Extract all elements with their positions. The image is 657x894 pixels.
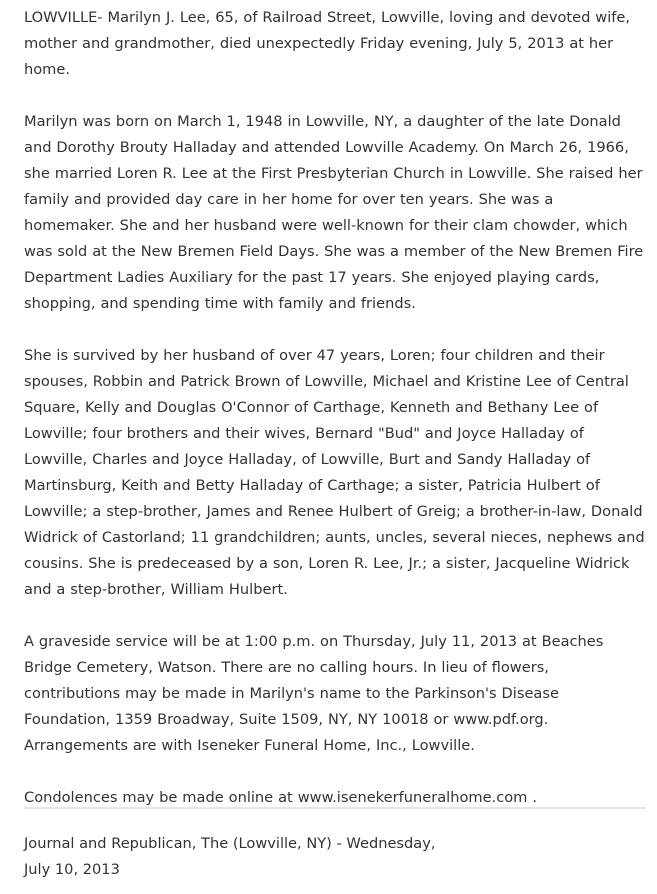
obituary-biography-paragraph: Marilyn was born on March 1, 1948 in Lowville, NY, a daughter of the late Donald and Dorothy Brouty Halladay and attended Lowville Academy. On March 26, 1966, she married Loren R. Lee at the First Presbyterian Church in Lowville. She raised her family and provided day care in her home for over ten years. She was a homemaker. She and her husband were well-known for their clam chowder, which was sold at the New Bremen Field Days. She was a member of the New Bremen Fire Department Ladies Auxiliary for the past 17 years. She enjoyed playing cards, shopping, and spending time with family and friends. <box>24 113 644 312</box>
source-publication: Journal and Republican, The (Lowville, NY) - Wednesday, <box>24 835 436 852</box>
obituary-condolences-paragraph: Condolences may be made online at www.isenekerfuneralhome.com . <box>24 789 537 806</box>
obituary-intro-paragraph: LOWVILLE- Marilyn J. Lee, 65, of Railroad Street, Lowville, loving and devoted wife, mother and grandmother, died unexpectedly Friday evening, July 5, 2013 at her home. <box>24 9 631 78</box>
source-date: July 10, 2013 <box>24 861 120 878</box>
section-divider <box>24 807 646 809</box>
source-citation <box>24 831 648 883</box>
obituary-survivors-paragraph: She is survived by her husband of over 47 years, Loren; four children and their spouses, Robbin and Patrick Brown of Lowville, Michael and Kristine Lee of Central Square, Kelly and Douglas O'Connor of Carthage, Kenneth and Bethany Lee of Lowville; four brothers and their wives, Bernard "Bud" and Joyce Halladay of Lowville, Charles and Joyce Halladay, of Lowville, Burt and Sandy Halladay of Martinsburg, Keith and Betty Halladay of Carthage; a sister, Patricia Hulbert of Lowville; a step-brother, James and Renee Hulbert of Greig; a brother-in-law, Donald Widrick of Castorland; 11 grandchildren; aunts, uncles, several nieces, nephews and cousins. She is predeceased by a son, Loren R. Lee, Jr.; a sister, Jacqueline Widrick and a step-brother, William Hulbert. <box>24 347 645 598</box>
obituary-services-paragraph: A graveside service will be at 1:00 p.m. on Thursday, July 11, 2013 at Beaches Bridge Cemetery, Watson. There are no calling hours. In lieu of flowers, contributions may be made in Marilyn's name to the Parkinson's Disease Foundation, 1359 Broadway, Suite 1509, NY, NY 10018 or www.pdf.org. Arrangements are with Iseneker Funeral Home, Inc., Lowville. <box>24 633 604 754</box>
obituary-body <box>24 5 648 837</box>
